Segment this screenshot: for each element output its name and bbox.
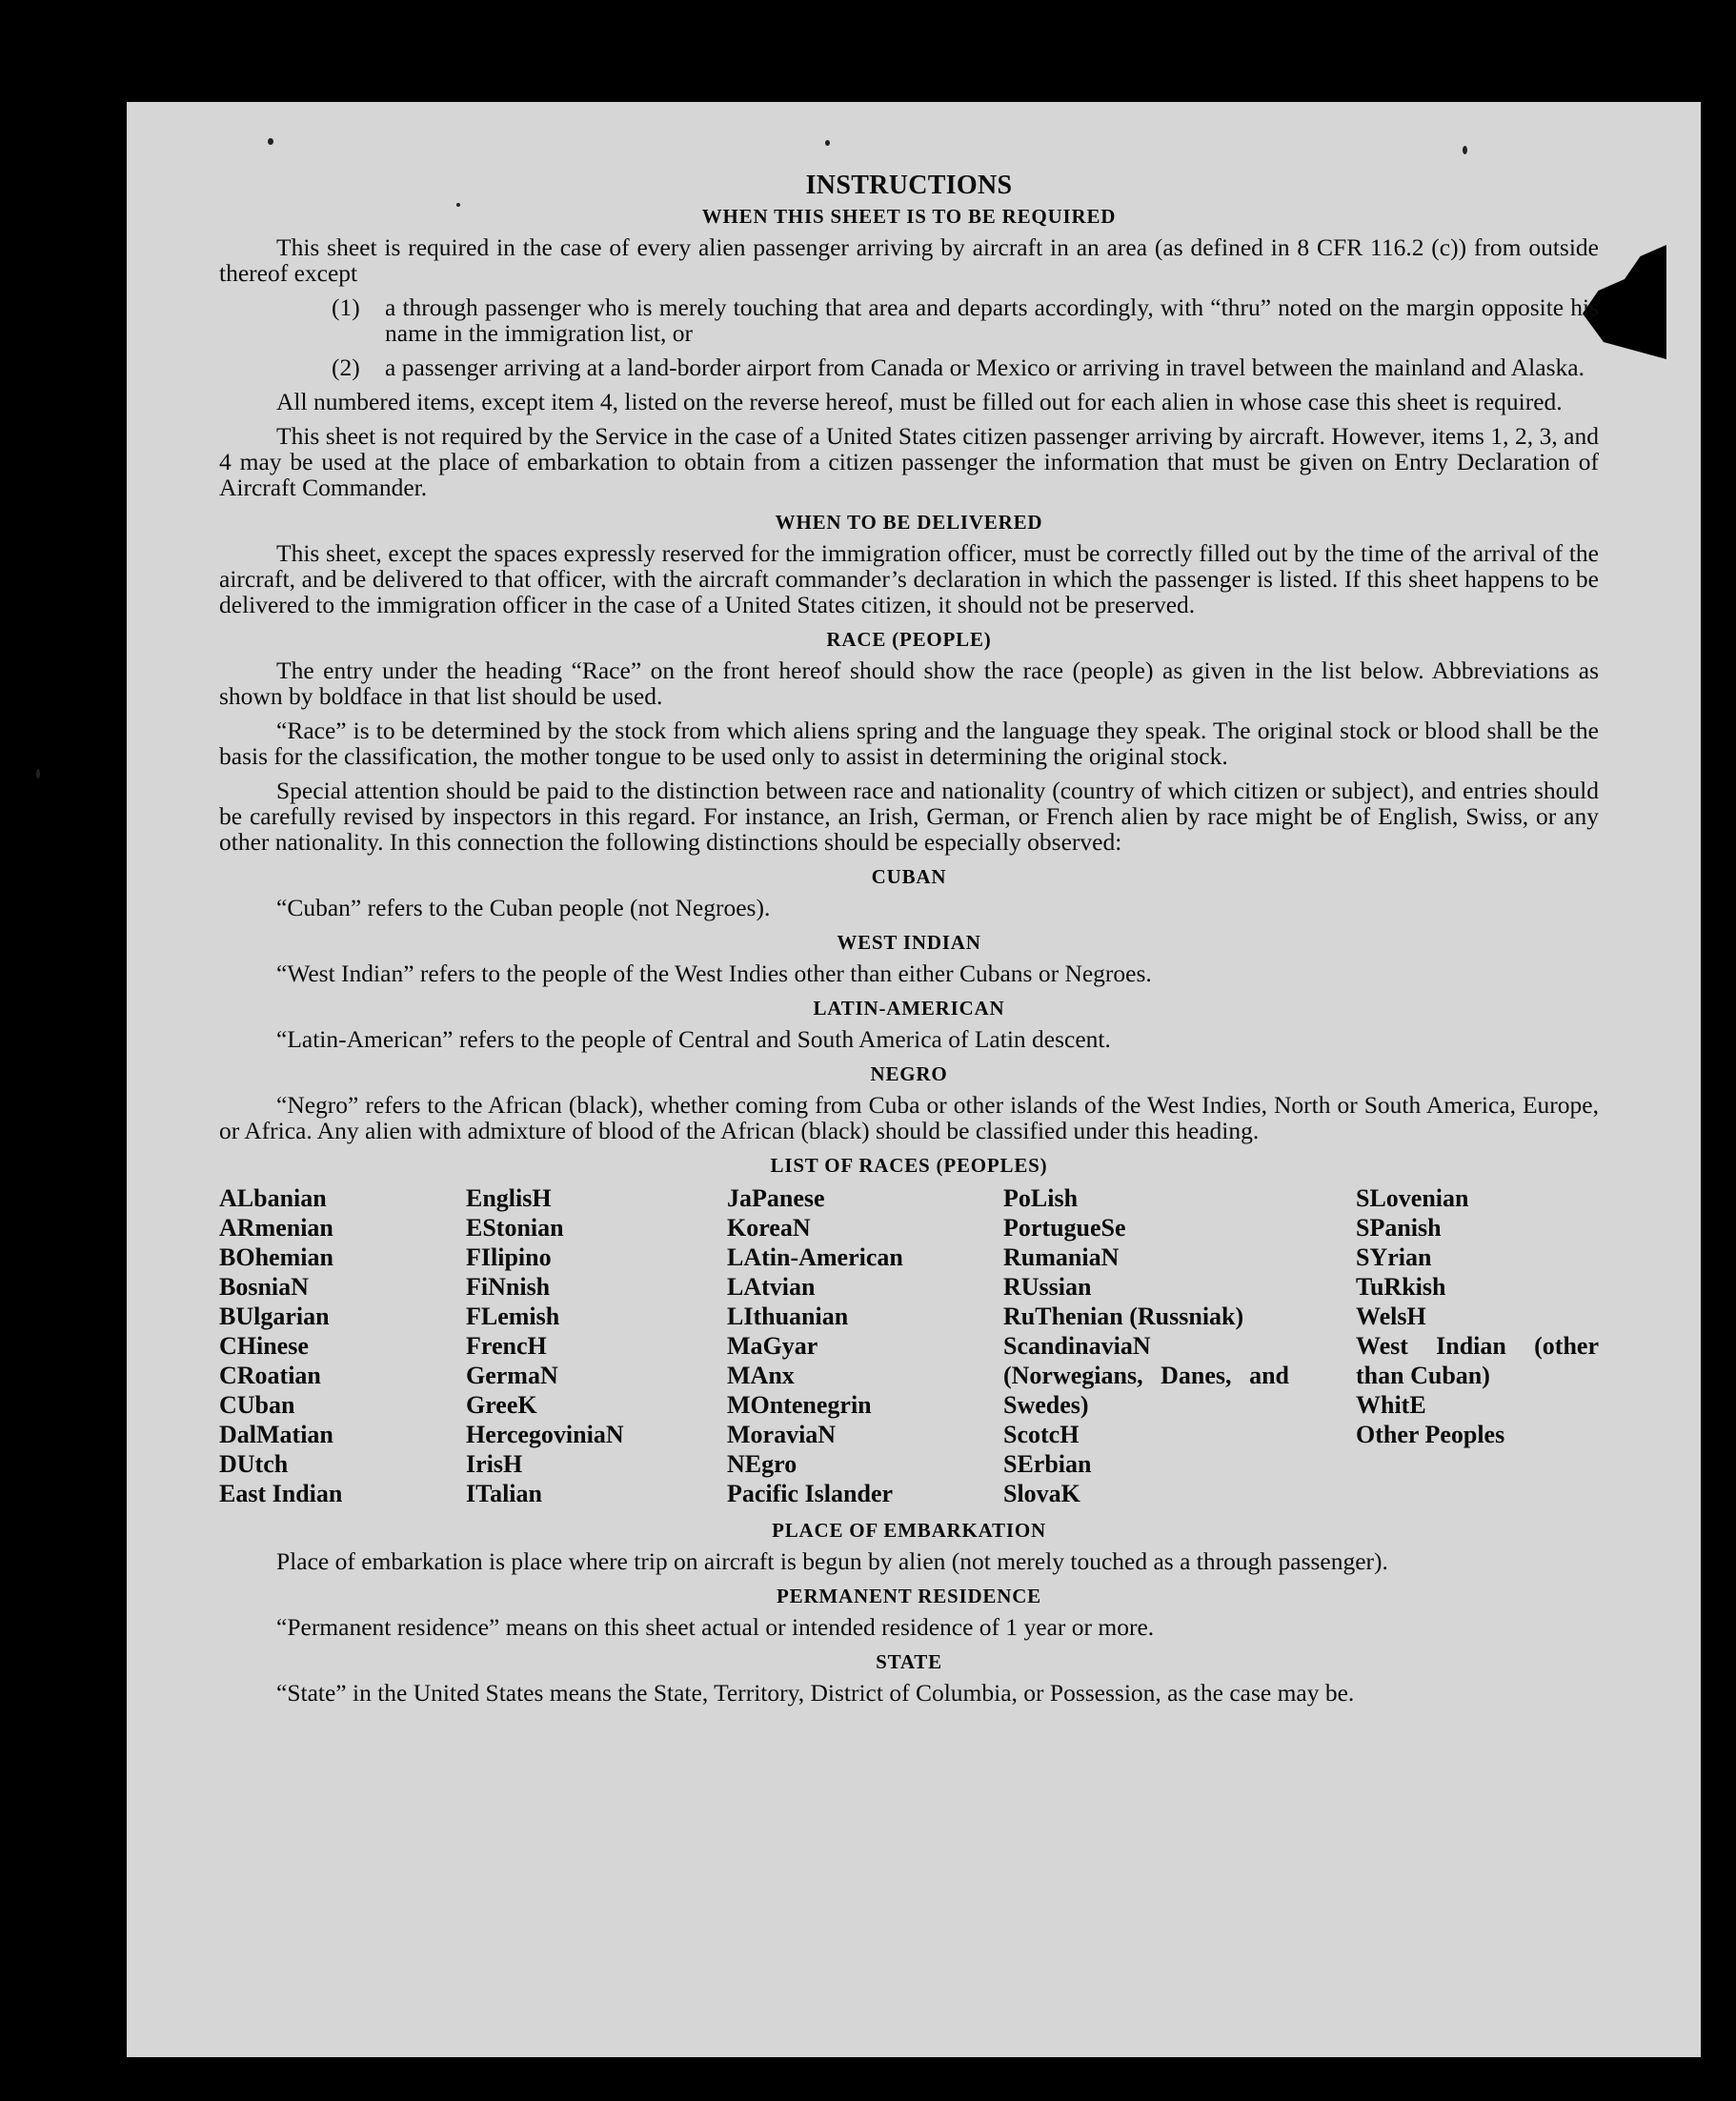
page-title: INSTRUCTIONS [805, 171, 1013, 200]
race-entry: GreeK [466, 1391, 537, 1419]
race-entry: EStonian [466, 1214, 564, 1242]
race-entry: FiNnish [466, 1273, 551, 1301]
speck [825, 140, 830, 146]
item-number: (1) [332, 293, 360, 321]
paragraph: “West Indian” refers to the people of the West Indies other than either Cubans or Negroes. [276, 960, 1152, 987]
item-text: a passenger arriving at a land-border airport from Canada or Mexico or arriving in travel between the mainland and Alaska. [385, 354, 1585, 381]
race-entry: LAtin-American [727, 1243, 903, 1271]
race-entry: NEgro [727, 1450, 797, 1478]
race-entry: ARmenian [219, 1214, 333, 1242]
paragraph: “Latin-American” refers to the people of Central and South America of Latin descent. [276, 1025, 1111, 1053]
race-entry: SlovaK [1003, 1480, 1080, 1507]
instructions-text [219, 170, 1599, 1714]
race-entry: PortugueSe [1003, 1214, 1126, 1242]
race-entry: MAnx [727, 1362, 795, 1389]
race-entry: CHinese [219, 1332, 309, 1360]
race-entry: ScotcH [1003, 1421, 1080, 1448]
race-entry: BUlgarian [219, 1303, 330, 1330]
paragraph: Special attention should be paid to the distinction between race and nationality (country of which citizen or subject), and entries should be carefully revised by inspectors in this regard. For instance, an Irish, German, or French alien by race might be of English, Swiss, or any other nationality. In this connection the following distinctions should be especially observed: [219, 777, 1599, 856]
race-entry: Pacific Islander [727, 1480, 894, 1507]
paragraph: “Permanent residence” means on this sheet actual or intended residence of 1 year or more. [276, 1613, 1155, 1641]
list-item [219, 294, 1599, 346]
race-entry: BOhemian [219, 1243, 333, 1271]
speck [1463, 146, 1467, 154]
race-entry: PoLish [1003, 1184, 1079, 1212]
paragraph: “State” in the United States means the State, Territory, District of Columbia, or Possession, as the case may be. [276, 1679, 1355, 1707]
race-entry: MOntenegrin [727, 1391, 872, 1419]
race-entry: SYrian [1356, 1243, 1432, 1271]
race-entry: KoreaN [727, 1214, 811, 1242]
races-column-1 [219, 1183, 466, 1508]
race-entry: FIlipino [466, 1243, 552, 1271]
heading-permanent-residence: PERMANENT RESIDENCE [777, 1585, 1041, 1607]
speck [36, 769, 40, 778]
race-entry: CRoatian [219, 1362, 321, 1389]
race-entry: JaPanese [727, 1184, 825, 1212]
races-column-2 [466, 1183, 727, 1508]
race-entry: DUtch [219, 1450, 289, 1478]
item-number: (2) [332, 354, 360, 381]
heading-embarkation: PLACE OF EMBARKATION [772, 1519, 1046, 1542]
heading-list-of-races: LIST OF RACES (PEOPLES) [770, 1154, 1048, 1177]
race-entry: LAtvian [727, 1273, 816, 1301]
paragraph: This sheet, except the spaces expressly reserved for the immigration officer, must be correctly filled out by the time of the arrival of the aircraft, and be delivered to that officer, with the aircraft commander’s declaration in which the passenger is listed. If this sheet happens to be delivered to the immigration officer in the case of a United States citizen, it should not be preserved. [219, 539, 1599, 618]
race-entry: CUban [219, 1391, 295, 1419]
race-entry: Other Peoples [1356, 1421, 1505, 1448]
race-entry: East Indian [219, 1480, 343, 1507]
paragraph: “Negro” refers to the African (black), whether coming from Cuba or other islands of the West Indies, North or South America, Europe, or Africa. Any alien with admixture of blood of the African (black) should be classified under this heading. [219, 1091, 1599, 1144]
race-entry: RumaniaN [1003, 1243, 1120, 1271]
race-entry: HercegoviniaN [466, 1421, 624, 1448]
race-entry: FLemish [466, 1303, 560, 1330]
race-entry: SPanish [1356, 1214, 1442, 1242]
race-entry: SErbian [1003, 1450, 1092, 1478]
races-table [219, 1183, 1599, 1508]
speck [268, 138, 273, 145]
item-text: a through passenger who is merely touching that area and departs accordingly, with “thru” noted on the margin opposite his name in the immigration list, or [385, 293, 1599, 347]
race-entry: RUssian [1003, 1273, 1092, 1301]
race-entry: ScandinaviaN (Norwegians, Danes, and Swedes) [1003, 1332, 1289, 1419]
race-entry: WelsH [1356, 1303, 1426, 1330]
heading-cuban: CUBAN [871, 865, 947, 888]
race-entry: ITalian [466, 1480, 542, 1507]
paragraph: The entry under the heading “Race” on the front hereof should show the race (people) as given in the list below. Abbreviations as shown by boldface in that list should be used. [219, 657, 1599, 710]
race-entry: WhitE [1356, 1391, 1426, 1419]
race-entry: MaGyar [727, 1332, 818, 1360]
race-entry: MoraviaN [727, 1421, 837, 1448]
paragraph: “Race” is to be determined by the stock from which aliens spring and the language they speak. The original stock or blood shall be the basis for the classification, the mother tongue to be used only to assist in determining the original stock. [219, 717, 1599, 770]
race-entry: FrencH [466, 1332, 547, 1360]
races-column-3 [727, 1183, 1003, 1508]
race-entry: DalMatian [219, 1421, 333, 1448]
heading-when-required: WHEN THIS SHEET IS TO BE REQUIRED [701, 205, 1117, 228]
heading-negro: NEGRO [870, 1062, 948, 1085]
heading-state: STATE [876, 1650, 942, 1673]
race-entry: IrisH [466, 1450, 523, 1478]
heading-west-indian: WEST INDIAN [837, 931, 981, 954]
race-entry: LIthuanian [727, 1303, 849, 1330]
races-column-4 [1003, 1183, 1356, 1508]
heading-when-delivered: WHEN TO BE DELIVERED [775, 511, 1043, 534]
race-entry: GermaN [466, 1362, 558, 1389]
race-entry: ALbanian [219, 1184, 327, 1212]
paragraph: This sheet is not required by the Service in the case of a United States citizen passenger arriving by aircraft. However, items 1, 2, 3, and 4 may be used at the place of embarkation to obtain from a citizen passenger the information that must be given on Entry Declaration of Aircraft Commander. [219, 422, 1599, 501]
list-item [219, 354, 1599, 380]
paragraph: All numbered items, except item 4, listed on the reverse hereof, must be filled out for each alien in whose case this sheet is required. [276, 388, 1563, 415]
heading-latin-american: LATIN-AMERICAN [813, 997, 1005, 1020]
paragraph: Place of embarkation is place where trip on aircraft is begun by alien (not merely touched as a through passenger). [276, 1547, 1388, 1575]
paragraph: “Cuban” refers to the Cuban people (not Negroes). [276, 894, 771, 921]
paragraph: This sheet is required in the case of every alien passenger arriving by aircraft in an area (as defined in 8 CFR 116.2 (c)) from outside thereof except [219, 233, 1599, 287]
race-entry: RuThenian (Russniak) [1003, 1303, 1244, 1330]
race-entry: SLovenian [1356, 1184, 1469, 1212]
race-entry: West Indian (other than Cuban) [1356, 1332, 1599, 1389]
race-entry: EnglisH [466, 1184, 552, 1212]
race-entry: TuRkish [1356, 1273, 1446, 1301]
races-column-5 [1356, 1183, 1599, 1508]
race-entry: BosniaN [219, 1273, 309, 1301]
heading-race: RACE (PEOPLE) [826, 628, 992, 651]
